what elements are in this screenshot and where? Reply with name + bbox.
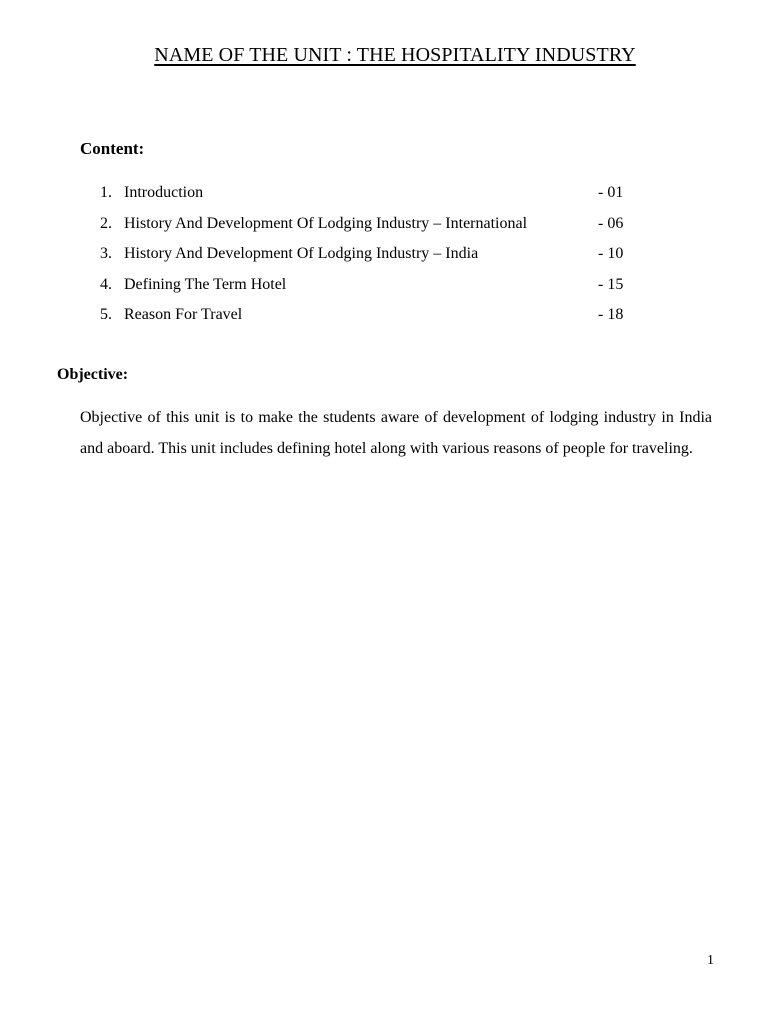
table-of-contents <box>100 182 660 335</box>
toc-item-number: 2. <box>100 214 112 232</box>
toc-item-number: 5. <box>100 306 112 323</box>
toc-item-history-india <box>100 243 660 274</box>
page-title: NAME OF THE UNIT : THE HOSPITALITY INDUSTRY <box>154 44 636 66</box>
toc-item-page: - 18 <box>598 306 624 323</box>
toc-item-page: - 01 <box>598 184 624 201</box>
toc-item-defining-hotel <box>100 274 660 305</box>
toc-item-page: - 15 <box>598 275 624 293</box>
toc-item-number: 1. <box>100 184 112 201</box>
toc-item-reason-for-travel <box>100 304 660 335</box>
toc-item-label: History And Development Of Lodging Industry – International <box>124 214 528 232</box>
toc-item-label: History And Development Of Lodging Industry – India <box>124 245 479 262</box>
toc-item-number: 3. <box>100 245 112 262</box>
objective-paragraph: Objective of this unit is to make the students aware of development of lodging industry in India and aboard. This unit includes defining hotel along with various reasons of people for traveling. <box>80 409 712 457</box>
toc-item-label: Introduction <box>124 184 204 201</box>
objective-heading: Objective: <box>57 366 129 383</box>
toc-item-introduction <box>100 182 660 213</box>
page-number: 1 <box>707 953 714 968</box>
toc-item-page: - 10 <box>598 245 624 262</box>
toc-item-label: Reason For Travel <box>124 306 243 323</box>
toc-item-history-international <box>100 213 660 244</box>
toc-item-number: 4. <box>100 275 112 293</box>
content-heading: Content: <box>80 139 145 158</box>
toc-item-label: Defining The Term Hotel <box>124 275 287 293</box>
toc-item-page: - 06 <box>598 214 624 232</box>
